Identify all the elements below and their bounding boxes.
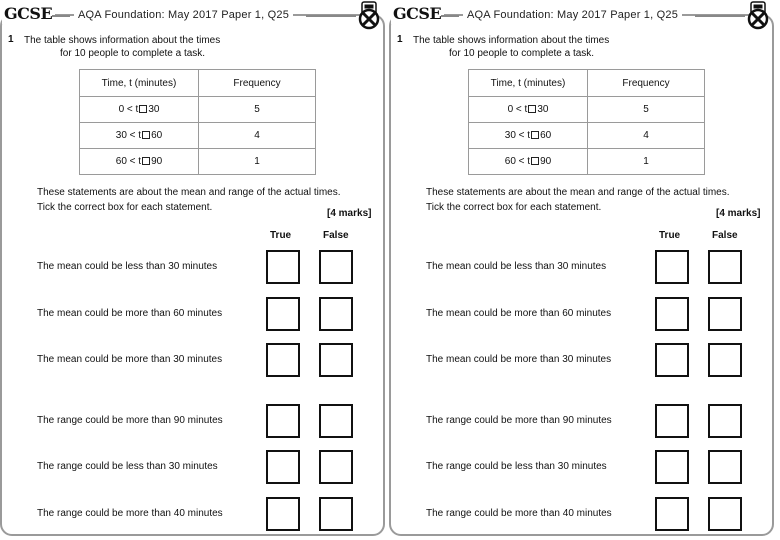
no-calculator-icon: [357, 1, 381, 31]
true-checkbox[interactable]: [266, 250, 300, 284]
statement-text: The mean could be less than 30 minutes: [426, 261, 607, 272]
statement-text: The range could be more than 90 minutes: [37, 415, 223, 426]
marks-label: [4 marks]: [716, 208, 761, 219]
header-divider: [52, 15, 70, 17]
worksheet-panel-right: [389, 0, 778, 540]
inequality-symbol: [142, 157, 150, 165]
statement-text: The range could be less than 30 minutes: [426, 461, 607, 472]
table-header: Time, t (minutes): [469, 70, 588, 97]
statement-text: The mean could be less than 30 minutes: [37, 261, 218, 272]
table-cell: 60 < t 90: [469, 149, 588, 175]
table-header: Frequency: [588, 70, 705, 97]
statement-text: The range could be less than 30 minutes: [37, 461, 218, 472]
table-cell: 30 < t 60: [469, 123, 588, 149]
table-cell: 60 < t 90: [80, 149, 199, 175]
header-title: AQA Foundation: May 2017 Paper 1, Q25: [74, 7, 293, 23]
marks-label: [4 marks]: [327, 208, 372, 219]
question-intro: The table shows information about the times: [24, 35, 221, 46]
true-checkbox[interactable]: [655, 343, 689, 377]
header-divider: [441, 15, 459, 17]
table-cell: 4: [199, 123, 316, 149]
header-divider: [306, 15, 356, 17]
table-cell: 4: [588, 123, 705, 149]
table-header: Frequency: [199, 70, 316, 97]
question-intro: for 10 people to complete a task.: [60, 48, 206, 59]
statement-text: The mean could be more than 30 minutes: [426, 354, 612, 365]
false-checkbox[interactable]: [708, 404, 742, 438]
table-row: [469, 149, 705, 175]
question-number: 1: [8, 34, 14, 45]
false-checkbox[interactable]: [319, 250, 353, 284]
true-column-label: True: [270, 230, 292, 241]
false-checkbox[interactable]: [708, 497, 742, 531]
table-row: [469, 97, 705, 123]
worksheet-panel-left: [0, 0, 389, 540]
false-checkbox[interactable]: [319, 343, 353, 377]
no-calculator-icon: [746, 1, 770, 31]
true-checkbox[interactable]: [655, 297, 689, 331]
table-row: [469, 123, 705, 149]
statement-text: The range could be more than 90 minutes: [426, 415, 612, 426]
frequency-table: [79, 69, 316, 175]
frequency-table: [468, 69, 705, 175]
statement-text: The mean could be more than 30 minutes: [37, 354, 223, 365]
true-checkbox[interactable]: [266, 343, 300, 377]
gcse-logo: GCSE: [2, 4, 55, 24]
table-cell: 1: [199, 149, 316, 175]
false-checkbox[interactable]: [319, 497, 353, 531]
table-cell: 5: [588, 97, 705, 123]
false-checkbox[interactable]: [708, 343, 742, 377]
question-intro: The table shows information about the times: [413, 35, 610, 46]
table-cell: 5: [199, 97, 316, 123]
false-checkbox[interactable]: [708, 250, 742, 284]
header-title: AQA Foundation: May 2017 Paper 1, Q25: [463, 7, 682, 23]
statement-text: The range could be more than 40 minutes: [426, 508, 612, 519]
false-checkbox[interactable]: [708, 450, 742, 484]
statements-instruction: Tick the correct box for each statement.: [426, 202, 602, 213]
false-checkbox[interactable]: [708, 297, 742, 331]
inequality-symbol: [139, 105, 147, 113]
statements-intro: These statements are about the mean and range of the actual times.: [426, 187, 730, 198]
inequality-symbol: [531, 131, 539, 139]
table-row: [80, 149, 316, 175]
inequality-symbol: [531, 157, 539, 165]
statements-instruction: Tick the correct box for each statement.: [37, 202, 213, 213]
false-checkbox[interactable]: [319, 404, 353, 438]
false-checkbox[interactable]: [319, 297, 353, 331]
inequality-symbol: [142, 131, 150, 139]
true-checkbox[interactable]: [266, 497, 300, 531]
statements-intro: These statements are about the mean and range of the actual times.: [37, 187, 341, 198]
false-checkbox[interactable]: [319, 450, 353, 484]
statement-text: The mean could be more than 60 minutes: [426, 308, 612, 319]
true-checkbox[interactable]: [655, 404, 689, 438]
table-cell: 30 < t 60: [80, 123, 199, 149]
true-checkbox[interactable]: [266, 297, 300, 331]
true-checkbox[interactable]: [655, 497, 689, 531]
true-checkbox[interactable]: [655, 450, 689, 484]
table-header: Time, t (minutes): [80, 70, 199, 97]
table-cell: 1: [588, 149, 705, 175]
gcse-logo: GCSE: [391, 4, 444, 24]
table-cell: 0 < t 30: [469, 97, 588, 123]
table-cell: 0 < t 30: [80, 97, 199, 123]
false-column-label: False: [712, 230, 738, 241]
question-number: 1: [397, 34, 403, 45]
table-row: [80, 97, 316, 123]
false-column-label: False: [323, 230, 349, 241]
statement-text: The mean could be more than 60 minutes: [37, 308, 223, 319]
true-checkbox[interactable]: [266, 450, 300, 484]
table-row: [80, 123, 316, 149]
true-column-label: True: [659, 230, 681, 241]
question-intro: for 10 people to complete a task.: [449, 48, 595, 59]
true-checkbox[interactable]: [655, 250, 689, 284]
true-checkbox[interactable]: [266, 404, 300, 438]
inequality-symbol: [528, 105, 536, 113]
header-divider: [695, 15, 745, 17]
statement-text: The range could be more than 40 minutes: [37, 508, 223, 519]
